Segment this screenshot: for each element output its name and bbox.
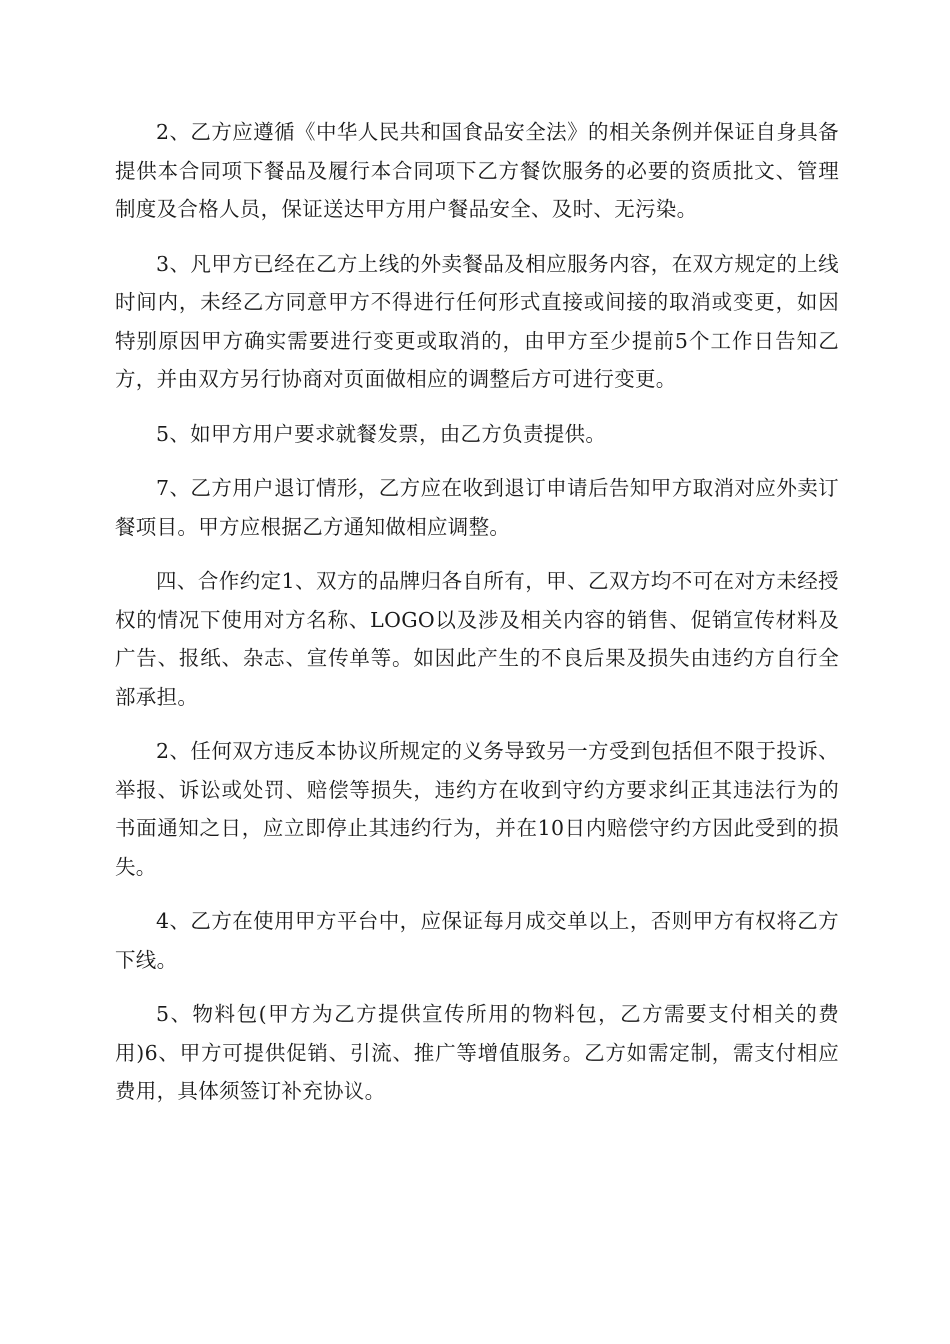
- paragraph-online-changes: 3、凡甲方已经在乙方上线的外卖餐品及相应服务内容，在双方规定的上线时间内，未经乙方同意甲方不得进行任何形式直接或间接的取消或变更，如因特别原因甲方确实需要进行变更或取消的，由甲方至少提前5个工作日告知乙方，并由双方另行协商对页面做相应的调整后方可进行变更。: [115, 251, 839, 391]
- paragraph-unsubscribe: 7、乙方用户退订情形，乙方应在收到退订申请后告知甲方取消对应外卖订餐项目。甲方应根据乙方通知做相应调整。: [115, 476, 839, 539]
- paragraph-breach-compensation: 2、任何双方违反本协议所规定的义务导致另一方受到包括但不限于投诉、举报、诉讼或处罚、赔偿等损失，违约方在收到守约方要求纠正其违法行为的书面通知之日，应立即停止其违约行为，并在10日内赔偿守约方因此受到的损失。: [115, 739, 839, 879]
- paragraph-invoice: 5、如甲方用户要求就餐发票，由乙方负责提供。: [156, 421, 607, 446]
- paragraph-materials-services: 5、物料包(甲方为乙方提供宣传所用的物料包，乙方需要支付相关的费用)6、甲方可提供促销、引流、推广等增值服务。乙方如需定制，需支付相应费用，具体须签订补充协议。: [115, 1002, 839, 1103]
- document-body: [115, 113, 839, 1127]
- paragraph-food-safety: 2、乙方应遵循《中华人民共和国食品安全法》的相关条例并保证自身具备提供本合同项下餐品及履行本合同项下乙方餐饮服务的必要的资质批文、管理制度及合格人员，保证送达甲方用户餐品安全、及时、无污染。: [115, 120, 839, 221]
- paragraph-monthly-orders: 4、乙方在使用甲方平台中，应保证每月成交单以上，否则甲方有权将乙方下线。: [115, 909, 839, 972]
- paragraph-brand-rights: 四、合作约定1、双方的品牌归各自所有，甲、乙双方均不可在对方未经授权的情况下使用对方名称、LOGO以及涉及相关内容的销售、促销宣传材料及广告、报纸、杂志、宣传单等。如因此产生的不良后果及损失由违约方自行全部承担。: [115, 569, 839, 709]
